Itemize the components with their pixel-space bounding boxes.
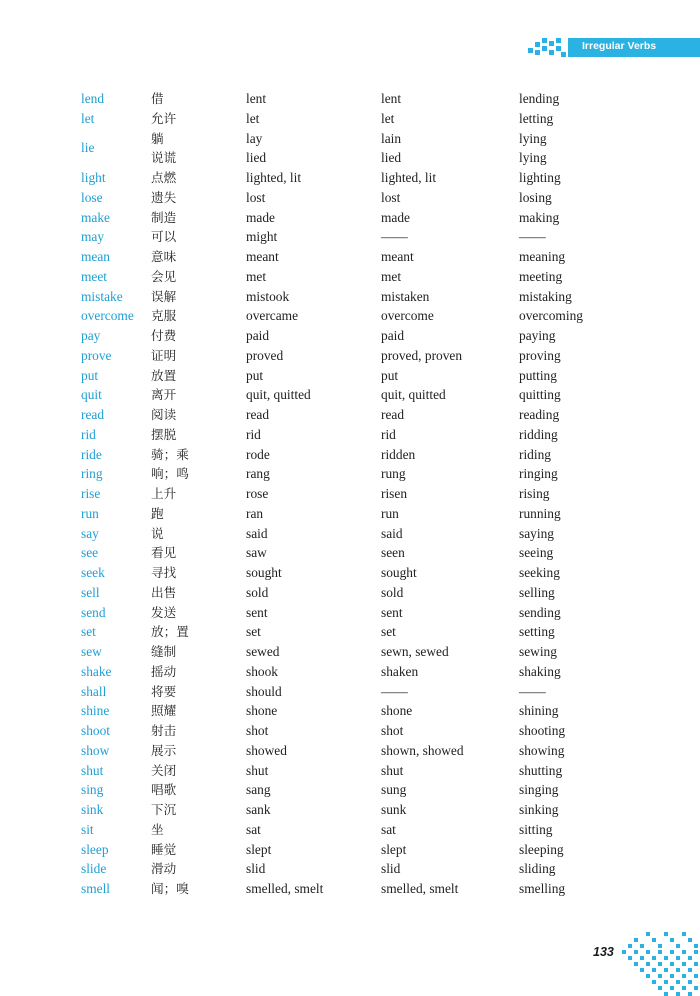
past-tense: rang bbox=[246, 466, 270, 482]
present-participle: shining bbox=[519, 703, 559, 719]
past-tense: put bbox=[246, 367, 264, 383]
table-row bbox=[81, 366, 609, 386]
meaning: 关闭 bbox=[151, 762, 177, 778]
table-row bbox=[81, 385, 609, 405]
verb: put bbox=[81, 367, 99, 383]
present-participle: sending bbox=[519, 604, 561, 620]
table-row bbox=[81, 840, 609, 860]
verb: show bbox=[81, 742, 110, 758]
verb: read bbox=[81, 407, 105, 422]
meaning: 放置 bbox=[151, 367, 177, 383]
table-row bbox=[81, 445, 609, 465]
past-participle: said bbox=[381, 525, 403, 541]
verb: sit bbox=[81, 821, 94, 837]
verb: slide bbox=[81, 861, 107, 877]
verb: sell bbox=[81, 584, 100, 600]
present-participle: ringing bbox=[519, 466, 558, 482]
meaning: 唱歌 bbox=[151, 782, 177, 798]
past-tense: saw bbox=[246, 545, 267, 561]
verb: sew bbox=[81, 644, 102, 659]
present-participle: riding bbox=[519, 446, 551, 462]
present-participle: saying bbox=[519, 525, 554, 541]
present-participle: shutting bbox=[519, 762, 563, 778]
section-title-tab bbox=[568, 38, 700, 57]
table-row bbox=[81, 247, 609, 267]
pixel-decoration bbox=[549, 41, 554, 46]
past-tense: mistook bbox=[246, 288, 290, 304]
verb: set bbox=[81, 624, 96, 640]
past-participle: shut bbox=[381, 762, 404, 778]
present-participle: sitting bbox=[519, 821, 553, 837]
table-row bbox=[81, 524, 609, 544]
past-participle: set bbox=[381, 624, 396, 640]
section-header bbox=[528, 38, 700, 57]
past-participle: ridden bbox=[381, 446, 416, 462]
verb: let bbox=[81, 110, 95, 126]
meaning: 躺 bbox=[151, 130, 164, 146]
past-participle: lost bbox=[381, 189, 401, 205]
table-row bbox=[81, 642, 609, 662]
present-participle: lying bbox=[519, 130, 547, 146]
table-row bbox=[81, 287, 609, 307]
verb: shut bbox=[81, 762, 104, 778]
verb: shine bbox=[81, 703, 110, 719]
past-tense: shone bbox=[246, 703, 278, 719]
past-tense: let bbox=[246, 110, 260, 126]
page-number: 133 bbox=[593, 945, 614, 959]
present-participle: ridding bbox=[519, 426, 558, 442]
meaning: 看见 bbox=[151, 545, 177, 561]
table-row bbox=[81, 563, 609, 583]
verb: rid bbox=[81, 426, 96, 442]
table-row bbox=[81, 346, 609, 366]
meaning: 照耀 bbox=[151, 703, 177, 719]
present-participle: showing bbox=[519, 742, 565, 758]
verb: see bbox=[81, 545, 99, 561]
meaning: 闻；嗅 bbox=[151, 881, 189, 896]
past-tense: paid bbox=[246, 328, 270, 343]
past-participle: sold bbox=[381, 584, 404, 600]
meaning: 付费 bbox=[151, 328, 177, 343]
past-participle: put bbox=[381, 367, 399, 383]
verb: shoot bbox=[81, 723, 111, 738]
verb: sink bbox=[81, 802, 104, 817]
past-participle: risen bbox=[381, 486, 408, 501]
meaning: 睡觉 bbox=[151, 841, 177, 857]
verb: sing bbox=[81, 782, 104, 798]
meaning: 阅读 bbox=[151, 407, 177, 422]
present-participle: lighting bbox=[519, 170, 561, 185]
past-participle: read bbox=[381, 407, 405, 422]
past-participle: proved, proven bbox=[381, 347, 463, 363]
past-participle: shone bbox=[381, 703, 413, 719]
pixel-decoration bbox=[542, 46, 547, 51]
table-row bbox=[81, 859, 609, 879]
past-tense: lighted, lit bbox=[246, 170, 302, 185]
irregular-verbs-table bbox=[81, 89, 609, 899]
present-participle: seeking bbox=[519, 565, 560, 580]
verb: mistake bbox=[81, 288, 123, 304]
past-tense: lied bbox=[246, 150, 267, 166]
meaning: 上升 bbox=[151, 486, 177, 501]
meaning: 放；置 bbox=[151, 624, 189, 640]
past-tense: lay bbox=[246, 130, 263, 146]
verb: lend bbox=[81, 91, 105, 106]
present-participle: making bbox=[519, 209, 560, 225]
past-participle: shaken bbox=[381, 663, 419, 679]
meaning: 摇动 bbox=[151, 663, 177, 679]
past-tense: rode bbox=[246, 446, 270, 462]
table-row bbox=[81, 168, 609, 188]
past-participle: smelled, smelt bbox=[381, 881, 459, 896]
pixel-decoration bbox=[535, 42, 540, 47]
table-row bbox=[81, 208, 609, 228]
meaning: 坐 bbox=[151, 821, 164, 837]
present-participle: quitting bbox=[519, 387, 561, 403]
present-participle: putting bbox=[519, 367, 557, 383]
past-tense: sought bbox=[246, 565, 282, 580]
meaning: 证明 bbox=[151, 347, 177, 363]
table-row bbox=[81, 129, 609, 149]
meaning: 跑 bbox=[151, 505, 164, 521]
table-row bbox=[81, 425, 609, 445]
present-participle: —— bbox=[519, 683, 546, 699]
past-tense: sent bbox=[246, 604, 268, 620]
past-tense: overcame bbox=[246, 308, 299, 324]
meaning: 下沉 bbox=[151, 802, 177, 817]
pixel-decoration bbox=[556, 46, 561, 51]
table-row bbox=[81, 464, 609, 484]
verb: shall bbox=[81, 683, 107, 699]
past-participle: slept bbox=[381, 841, 407, 857]
meaning: 出售 bbox=[151, 584, 177, 600]
meaning: 制造 bbox=[151, 209, 177, 225]
verb: quit bbox=[81, 387, 102, 403]
past-participle: shown, showed bbox=[381, 742, 464, 758]
present-participle: shaking bbox=[519, 663, 561, 679]
past-participle: slid bbox=[381, 861, 401, 877]
past-participle: —— bbox=[381, 229, 408, 245]
verb: lose bbox=[81, 189, 103, 205]
verb: sleep bbox=[81, 841, 109, 857]
pixel-decoration bbox=[561, 52, 566, 57]
past-participle: quit, quitted bbox=[381, 387, 446, 403]
pixel-decoration bbox=[528, 48, 533, 53]
present-participle: shooting bbox=[519, 723, 566, 738]
present-participle: running bbox=[519, 505, 561, 521]
meaning: 克服 bbox=[151, 308, 177, 324]
pixel-decoration bbox=[535, 50, 540, 55]
present-participle: lying bbox=[519, 150, 547, 166]
verb: overcome bbox=[81, 308, 134, 324]
past-participle: made bbox=[381, 209, 410, 225]
past-participle: sought bbox=[381, 565, 417, 580]
pixel-decoration bbox=[542, 38, 547, 43]
present-participle: rising bbox=[519, 486, 550, 501]
past-participle: lied bbox=[381, 150, 402, 166]
present-participle: losing bbox=[519, 189, 552, 205]
meaning: 会见 bbox=[151, 268, 177, 284]
pixel-pattern-decoration bbox=[620, 928, 700, 996]
past-participle: run bbox=[381, 505, 399, 521]
meaning: 展示 bbox=[151, 742, 177, 758]
past-tense: said bbox=[246, 525, 268, 541]
meaning: 滑动 bbox=[151, 861, 177, 877]
table-row bbox=[81, 800, 609, 820]
pixel-decoration bbox=[556, 38, 561, 43]
verb: ring bbox=[81, 466, 103, 482]
past-tense: slept bbox=[246, 841, 272, 857]
past-tense: slid bbox=[246, 861, 266, 877]
present-participle: reading bbox=[519, 407, 560, 422]
verb: send bbox=[81, 604, 106, 620]
past-participle: sung bbox=[381, 782, 407, 798]
table-row bbox=[81, 306, 609, 326]
verb: pay bbox=[81, 328, 101, 343]
table-row bbox=[81, 780, 609, 800]
present-participle: paying bbox=[519, 328, 556, 343]
present-participle: setting bbox=[519, 624, 555, 640]
past-tense: proved bbox=[246, 347, 284, 363]
table-row bbox=[81, 484, 609, 504]
verb: say bbox=[81, 525, 99, 541]
past-tense: might bbox=[246, 229, 278, 245]
past-tense: smelled, smelt bbox=[246, 881, 324, 896]
meaning: 将要 bbox=[151, 683, 177, 699]
present-participle: seeing bbox=[519, 545, 554, 561]
verb: prove bbox=[81, 347, 112, 363]
table-row bbox=[81, 227, 609, 247]
table-row bbox=[81, 662, 609, 682]
present-participle: selling bbox=[519, 584, 555, 600]
meaning: 缝制 bbox=[151, 644, 177, 659]
verb: seek bbox=[81, 565, 105, 580]
table-row bbox=[81, 820, 609, 840]
present-participle: overcoming bbox=[519, 308, 583, 324]
past-participle: lent bbox=[381, 91, 402, 106]
meaning: 意味 bbox=[151, 249, 177, 264]
verb: run bbox=[81, 505, 99, 521]
section-title: Irregular Verbs bbox=[582, 40, 657, 52]
verb: may bbox=[81, 229, 105, 245]
verb: make bbox=[81, 209, 110, 225]
past-tense: rose bbox=[246, 486, 269, 501]
past-participle: sat bbox=[381, 821, 396, 837]
present-participle: sliding bbox=[519, 861, 556, 877]
past-tense: sold bbox=[246, 584, 269, 600]
past-participle: overcome bbox=[381, 308, 434, 324]
meaning: 射击 bbox=[151, 723, 177, 738]
past-tense: shot bbox=[246, 723, 269, 738]
past-tense: showed bbox=[246, 742, 287, 758]
table-row bbox=[81, 701, 609, 721]
table-row bbox=[81, 682, 609, 702]
past-tense: sank bbox=[246, 802, 271, 817]
present-participle: sewing bbox=[519, 644, 557, 659]
table-row bbox=[81, 622, 609, 642]
present-participle: smelling bbox=[519, 881, 566, 896]
table-row bbox=[81, 148, 609, 168]
meaning: 点燃 bbox=[151, 170, 177, 185]
table-row bbox=[81, 741, 609, 761]
verb: mean bbox=[81, 249, 110, 264]
present-participle: proving bbox=[519, 347, 561, 363]
verb: shake bbox=[81, 663, 112, 679]
meaning: 允许 bbox=[151, 110, 177, 126]
past-tense: lent bbox=[246, 91, 267, 106]
present-participle: sinking bbox=[519, 802, 559, 817]
meaning: 骑；乘 bbox=[151, 446, 189, 462]
present-participle: singing bbox=[519, 782, 559, 798]
past-participle: mistaken bbox=[381, 288, 430, 304]
present-participle: meeting bbox=[519, 268, 563, 284]
meaning: 误解 bbox=[151, 288, 177, 304]
present-participle: meaning bbox=[519, 249, 566, 264]
meaning: 寻找 bbox=[151, 565, 177, 580]
past-tense: meant bbox=[246, 249, 279, 264]
table-row bbox=[81, 543, 609, 563]
past-tense: sat bbox=[246, 821, 261, 837]
meaning: 说谎 bbox=[151, 150, 177, 166]
past-tense: shut bbox=[246, 762, 269, 778]
present-participle: letting bbox=[519, 110, 554, 126]
meaning: 发送 bbox=[151, 604, 177, 620]
meaning: 摆脱 bbox=[151, 426, 177, 442]
table-row bbox=[81, 721, 609, 741]
past-participle: sewn, sewed bbox=[381, 644, 449, 659]
meaning: 说 bbox=[151, 525, 164, 541]
present-participle: sleeping bbox=[519, 841, 564, 857]
verb: light bbox=[81, 170, 106, 185]
past-participle: —— bbox=[381, 683, 408, 699]
past-participle: lain bbox=[381, 130, 402, 146]
table-row bbox=[81, 504, 609, 524]
present-participle: lending bbox=[519, 91, 560, 106]
past-participle: let bbox=[381, 110, 395, 126]
past-tense: quit, quitted bbox=[246, 387, 311, 403]
meaning: 可以 bbox=[151, 229, 177, 245]
table-row bbox=[81, 188, 609, 208]
table-row bbox=[81, 405, 609, 425]
past-participle: lighted, lit bbox=[381, 170, 437, 185]
meaning: 离开 bbox=[151, 387, 177, 403]
past-tense: sang bbox=[246, 782, 271, 798]
past-participle: met bbox=[381, 268, 402, 284]
table-row bbox=[81, 583, 609, 603]
past-tense: rid bbox=[246, 426, 261, 442]
table-row bbox=[81, 603, 609, 623]
verb: meet bbox=[81, 268, 108, 284]
verb: lie bbox=[81, 140, 95, 156]
past-tense: set bbox=[246, 624, 261, 640]
meaning: 响；鸣 bbox=[151, 466, 189, 482]
table-row bbox=[81, 761, 609, 781]
meaning: 借 bbox=[151, 91, 164, 106]
past-participle: paid bbox=[381, 328, 405, 343]
past-participle: seen bbox=[381, 545, 405, 561]
table-row bbox=[81, 267, 609, 287]
pixel-decoration bbox=[549, 50, 554, 55]
table-row bbox=[81, 879, 609, 899]
present-participle: mistaking bbox=[519, 288, 572, 304]
past-participle: sent bbox=[381, 604, 403, 620]
verb: ride bbox=[81, 446, 102, 462]
past-tense: lost bbox=[246, 189, 266, 205]
past-participle: sunk bbox=[381, 802, 407, 817]
past-tense: made bbox=[246, 209, 275, 225]
verb: rise bbox=[81, 486, 101, 501]
past-tense: should bbox=[246, 683, 282, 699]
past-tense: met bbox=[246, 268, 267, 284]
table-row bbox=[81, 109, 609, 129]
past-participle: meant bbox=[381, 249, 414, 264]
past-tense: sewed bbox=[246, 644, 280, 659]
past-participle: rid bbox=[381, 426, 396, 442]
present-participle: —— bbox=[519, 229, 546, 245]
verb: smell bbox=[81, 881, 111, 896]
meaning: 遗失 bbox=[151, 189, 177, 205]
table-row bbox=[81, 89, 609, 109]
table-row bbox=[81, 326, 609, 346]
past-tense: ran bbox=[246, 505, 264, 521]
past-participle: rung bbox=[381, 466, 406, 482]
past-participle: shot bbox=[381, 723, 404, 738]
past-tense: shook bbox=[246, 663, 278, 679]
past-tense: read bbox=[246, 407, 270, 422]
